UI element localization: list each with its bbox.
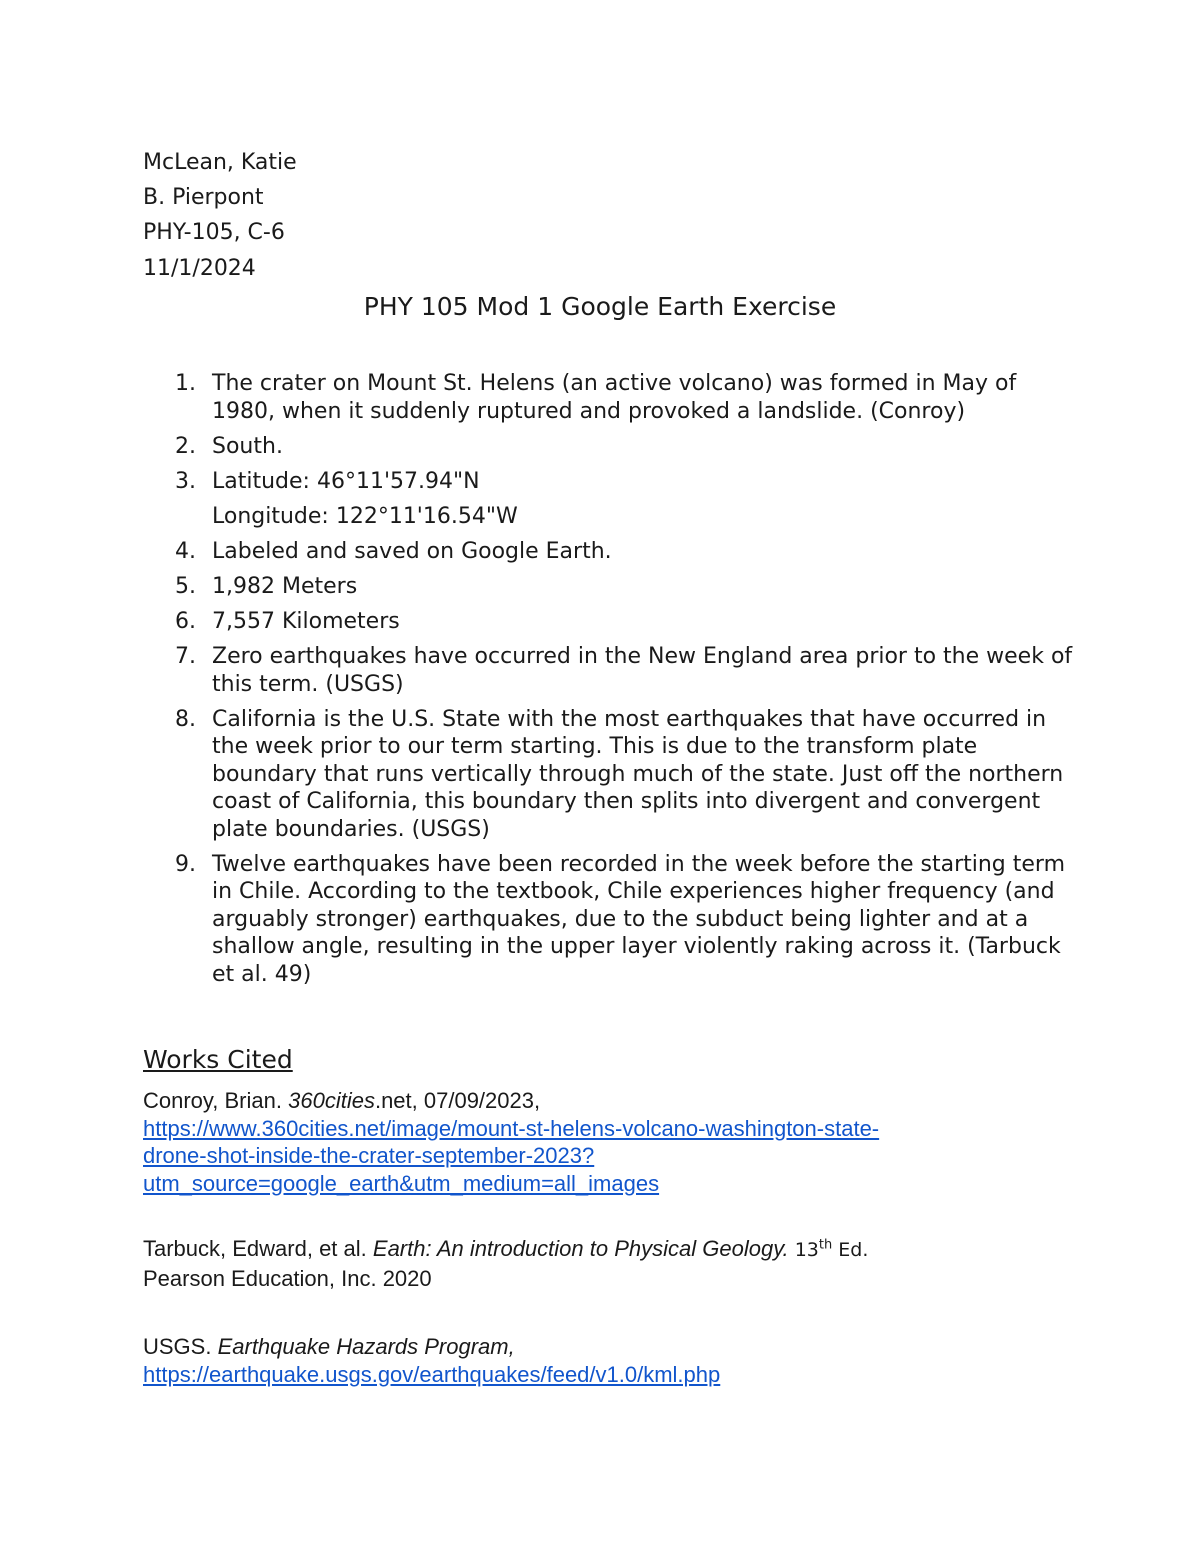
student-name: McLean, Katie bbox=[143, 150, 297, 175]
citation-author: USGS. bbox=[143, 1334, 218, 1359]
citation-publisher: Pearson Education, Inc. 2020 bbox=[143, 1265, 432, 1291]
answer-number: 8. bbox=[175, 706, 196, 732]
answer-number: 5. bbox=[175, 574, 196, 599]
citation-usgs bbox=[143, 1333, 1073, 1388]
answer-number: 2. bbox=[175, 433, 196, 459]
works-cited-heading: Works Cited bbox=[143, 1045, 293, 1074]
answer-list bbox=[143, 370, 1073, 996]
citation-author: Conroy, Brian. bbox=[143, 1088, 289, 1113]
answer-text: California is the U.S. State with the most earthquakes that have occurred in the week prior to our term starting. This is due to the transform plate boundary that runs vertically through much of the state. Just off the northern coast of California, this boundary then splits into divergent and convergent plate boundaries. (USGS) bbox=[212, 706, 1064, 842]
answer-text: Zero earthquakes have occurred in the New England area prior to the week of this term. (USGS) bbox=[212, 644, 1073, 697]
answer-item bbox=[143, 706, 1073, 844]
answer-text: Labeled and saved on Google Earth. bbox=[212, 539, 612, 564]
submission-date: 11/1/2024 bbox=[143, 256, 256, 281]
edition-suffix: Ed. bbox=[832, 1239, 869, 1261]
citation-link[interactable]: https://earthquake.usgs.gov/earthquakes/feed/v1.0/kml.php bbox=[143, 1361, 721, 1387]
citation-book-title: Earth: An introduction to Physical Geology. bbox=[372, 1236, 789, 1261]
answer-item bbox=[143, 370, 1073, 425]
document-title: PHY 105 Mod 1 Google Earth Exercise bbox=[363, 292, 837, 321]
answer-number: 4. bbox=[175, 539, 196, 564]
edition-superscript: th bbox=[818, 1237, 833, 1253]
course-code: PHY-105, C-6 bbox=[143, 220, 285, 245]
edition-number: 13 bbox=[788, 1239, 819, 1261]
answer-text: Latitude: 46°11'57.94"N bbox=[212, 468, 480, 494]
citation-link-line: drone-shot-inside-the-crater-september-2023? bbox=[143, 1143, 595, 1168]
citation-link-line: https://www.360cities.net/image/mount-st-helens-volcano-washington-state- bbox=[143, 1115, 880, 1141]
answer-number: 7. bbox=[175, 644, 196, 669]
answer-item bbox=[143, 851, 1073, 989]
citation-site: 360cities bbox=[288, 1088, 375, 1113]
answer-number: 3. bbox=[175, 468, 196, 494]
answer-item bbox=[143, 468, 1073, 531]
answer-number: 6. bbox=[175, 609, 196, 634]
answer-item bbox=[143, 643, 1073, 698]
answer-text: Twelve earthquakes have been recorded in the week before the starting term in Chile. According to the textbook, Chile experiences higher frequency (and arguably stronger) earthquakes, due to the subduct being lighter and at a shallow angle, resulting in the upper layer violently raking across it. (Tarbuck et al. 49) bbox=[212, 851, 1066, 987]
answer-text: South. bbox=[212, 433, 283, 459]
answer-text: 7,557 Kilometers bbox=[212, 609, 400, 634]
answer-text: The crater on Mount St. Helens (an active volcano) was formed in May of 1980, when it suddenly ruptured and provoked a landslide. (Conroy) bbox=[212, 371, 1017, 424]
citation-program: Earthquake Hazards Program, bbox=[217, 1334, 515, 1359]
citation-author: Tarbuck, Edward, et al. bbox=[143, 1236, 373, 1261]
instructor-name: B. Pierpont bbox=[143, 185, 264, 210]
answer-item bbox=[143, 573, 1073, 601]
citation-details: .net, 07/09/2023, bbox=[374, 1088, 541, 1113]
answer-item bbox=[143, 433, 1073, 461]
answer-item bbox=[143, 538, 1073, 566]
answer-text: 1,982 Meters bbox=[212, 574, 358, 599]
answer-item bbox=[143, 608, 1073, 636]
citation-tarbuck bbox=[143, 1235, 1073, 1292]
answer-number: 9. bbox=[175, 851, 196, 877]
answer-number: 1. bbox=[175, 371, 196, 396]
citation-link[interactable] bbox=[143, 1116, 879, 1196]
answer-subtext: Longitude: 122°11'16.54"W bbox=[212, 504, 518, 529]
citation-link-line: utm_source=google_earth&utm_medium=all_images bbox=[143, 1170, 660, 1196]
citation-edition bbox=[789, 1239, 869, 1261]
citation-conroy bbox=[143, 1087, 1073, 1197]
